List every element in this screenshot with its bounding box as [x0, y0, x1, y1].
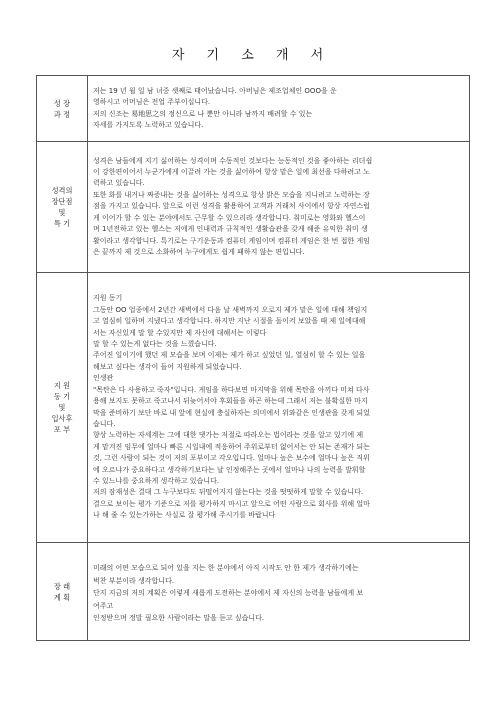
text-line: 저는 19 년 월 일 남 녀중 셋째로 태어났습니다. 아버님은 제조업체인 OOO을 운 — [93, 86, 337, 95]
section-growth — [37, 76, 470, 142]
section-personality — [37, 142, 470, 273]
label-line: 장 래 — [53, 581, 71, 591]
text-line: 벅찬 부분이라 생각합니다. — [93, 576, 175, 585]
label-line: 및 — [58, 403, 66, 412]
text-line: 용해 보지도 못하고 죽고나서 뒤늦어서야 후회들을 하곤 하는데 그래서 저는 불확실한 마지 — [93, 397, 368, 406]
section-label — [37, 273, 88, 543]
section-body — [88, 273, 470, 543]
text-line: 습니다. — [93, 419, 116, 428]
text-line: 게 이어가 할 수 있는 분야에서도 근무할 수 있으리라 생각합니다. 취미로는 영화와 헬스이 — [93, 213, 366, 222]
text-line: "목탄은 다 사용하고 죽자"입니다. 게임을 하다보면 마지막을 위해 목탄을 아끼다 미쳐 다사 — [93, 385, 370, 394]
label-line: 과 정 — [53, 109, 71, 119]
text-line: 해보고 싶다는 생각이 들어 지원하게 되었습니다. — [93, 362, 242, 371]
section-body — [88, 142, 470, 273]
text-line: 미래의 어떤 모습으로 되어 있을 지는 한 분야에서 아직 시작도 안 한 제가 생각하기에는 — [93, 564, 359, 573]
text-line: 저의 잠재성은 결대 그 누구보다도 뒤떨어지지 않는다는 것을 떳떳하게 말할 수 있습니다. — [93, 488, 364, 497]
label-line: 성 장 — [53, 98, 71, 108]
document-title: 자 기 소 개 서 — [171, 48, 333, 63]
label-line: 동 기 — [53, 392, 71, 401]
text-line: 여주고 — [93, 601, 114, 610]
text-line: 은 끝까지 제 것으로 소화하여 누구에게도 쉽게 패하지 않는 편입니다. — [93, 247, 305, 256]
text-line: 성격은 남들에게 지기 싫어하는 성격이며 수동적인 것보다는 능동적인 것을 좋아하는 리더쉽 — [93, 156, 373, 165]
text-line: 나 해 줄 수 있는가하는 사실로 잘 평가해 주시기를 바랍니다 — [93, 511, 276, 520]
label-line: 지 원 — [53, 381, 71, 390]
section-body — [88, 76, 470, 142]
text-line: 단지 지금의 저의 계획은 이렇게 새롭게 도전하는 분야에서 제 자신의 능력을 남들에게 보 — [93, 589, 364, 598]
section-motivation — [37, 273, 470, 543]
text-line: 인생관 — [93, 374, 114, 383]
text-line: 수 있느냐를 중요하게 생각하고 있습니다. — [93, 476, 220, 485]
section-label — [37, 543, 88, 641]
text-line: 향상 노력하는 자세계는 그에 대한 댓가는 저절로 따라오는 법이라는 것을 알고 있기에 제 — [93, 431, 364, 440]
label-line: 장단점 — [51, 197, 73, 206]
text-line: 그동안 OO 업종에서 2년간 새벽에서 다음 날 새벽까지 오로지 제가 맡은 일에 대해 책임지 — [93, 305, 368, 314]
section-body — [88, 543, 470, 641]
text-line: 인정받으며 정말 필요한 사람이라는 말을 듣고 싶습니다. — [93, 614, 265, 623]
text-line: 막을 준비하기 보단 바로 내 앞에 현실에 충실하자는 의미에서 위와같은 인생관을 갖게 되었 — [93, 408, 370, 417]
text-line: 이 강한편이어서 누군가에게 이끌려 가는 것을 싫어하여 항상 맡은 일에 최선을 다하려고 노 — [93, 168, 370, 177]
label-line: 특 기 — [53, 219, 71, 228]
text-line: 저의 신조는 易地思之의 정신으로 나 뿐만 아니라 남까지 배려할 수 있는 — [93, 109, 313, 118]
label-line: 성격의 — [51, 186, 73, 195]
text-line: 자세를 가지도록 노력하고 있습니다. — [93, 120, 204, 129]
label-line: 입사후 — [51, 414, 73, 423]
self-introduction-form — [36, 75, 470, 641]
text-line: 주어진 일이기에 했던 제 모습을 보며 이제는 제가 하고 싶었던 일, 열심히 할 수 있는 일을 — [93, 351, 366, 360]
text-line: 게 맡겨진 임무에 얼마나 빠른 시일내에 적응하여 주위로부터 없어서는 안 되는 존재가 되는 — [93, 442, 370, 451]
text-line: 또한 화를 내거나 짜증내는 것을 싫어하는 성격으로 항상 밝은 모습을 지니려고 노력하는 장 — [93, 190, 370, 199]
section-label — [37, 76, 88, 142]
text-line: 점을 가지고 있습니다. 앞으로 이런 성격을 활용하여 고객과 거래처 사이에서 항상 자연스럽 — [93, 202, 370, 211]
section-label — [37, 142, 88, 273]
text-line: 에 오르냐가 중요하다고 생각하기보다는 날 인정해주는 곳에서 얼마나 나의 능력을 발휘할 — [93, 465, 366, 474]
text-line: 력하고 있습니다. — [93, 179, 145, 188]
label-line: 포 부 — [53, 425, 71, 434]
text-line: 것, 그런 사람이 되는 것이 저의 포부이고 각오입니다. 얼마나 높은 보수에 얼마나 높은 직위 — [93, 454, 370, 463]
text-line: 결으로 보이는 평가 기준으로 저를 평가하지 마시고 앞으로 어떤 사람으로 회사를 위해 얼마 — [93, 499, 370, 508]
text-line: 활이라고 생각합니다. 특기로는 구기운동과 컴퓨터 게임이며 컴퓨터 게임은 한 번 접한 게임 — [93, 236, 370, 245]
label-line: 및 — [58, 208, 66, 217]
text-line: 영하시고 어머님은 전업 주부이십니다. — [93, 98, 211, 107]
text-line: 며 1년전하고 있는 헬스는 저에게 인내력과 규칙적인 생활습관을 갖게 해준 유익한 취미 생 — [93, 225, 368, 234]
text-line: 서는 자신있게 말 할 수있지만 제 자신에 대해서는 이렇다 — [93, 328, 267, 337]
label-line: 계 획 — [53, 592, 71, 602]
text-line: 말 할 수 있는게 없다는 것을 느꼈습니다. — [93, 340, 217, 349]
text-line: 고 열심히 일하며 지냈다고 생각합니다. 하지만 지난 시절을 돌이켜 보았을 때 제 일에대해 — [93, 317, 366, 326]
text-line: 지원 동기 — [93, 294, 123, 303]
section-future — [37, 543, 470, 641]
